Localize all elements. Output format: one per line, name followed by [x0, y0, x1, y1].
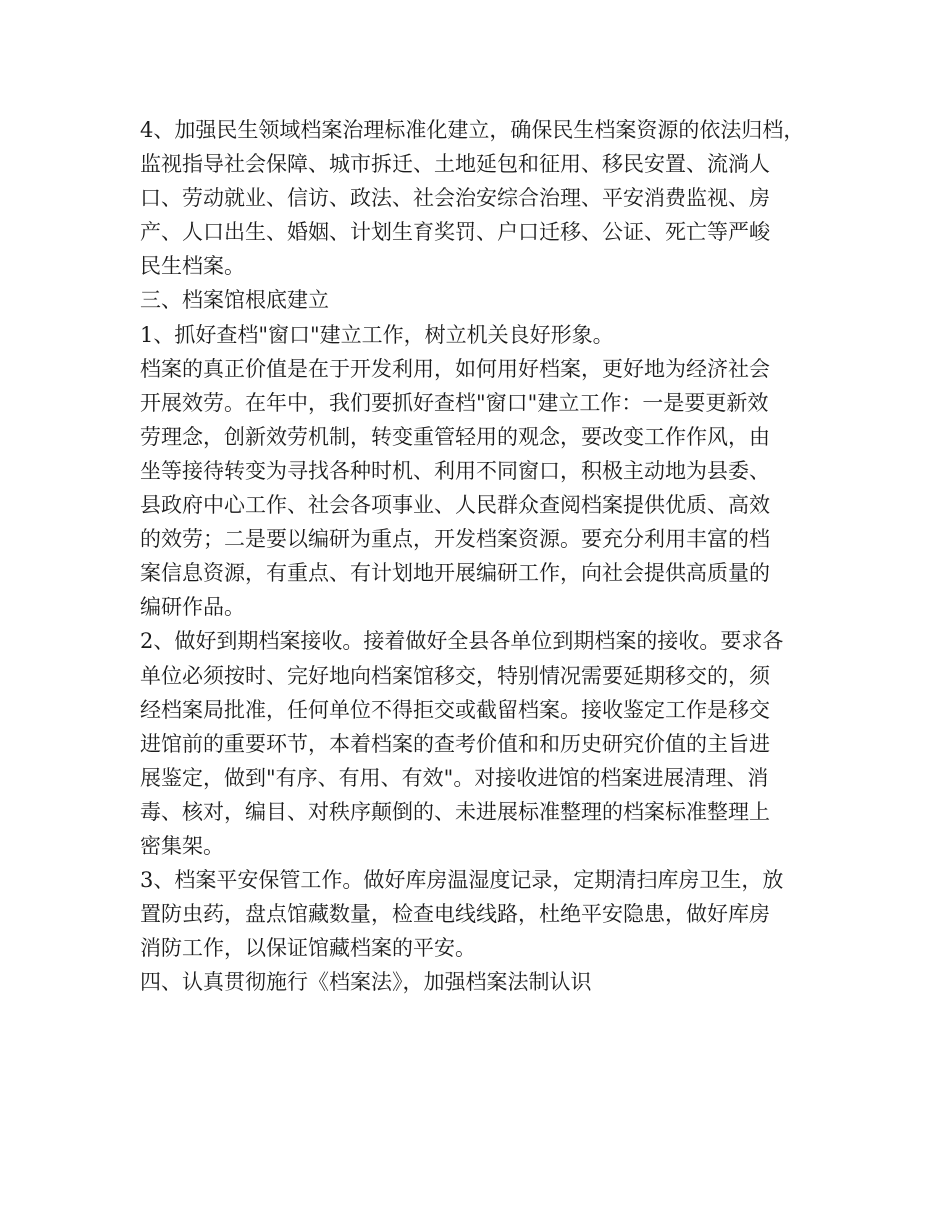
text-line: 密集架。 — [140, 833, 224, 858]
item-heading: 3、档案平安保管工作。做好库房温湿度记录，定期清扫库房卫生，放 — [140, 868, 784, 893]
text-line: 消防工作，以保证馆藏档案的平安。 — [140, 936, 476, 961]
text-line: 单位必须按时、完好地向档案馆移交，特别情况需要延期移交的，须 — [140, 663, 770, 688]
document-body — [140, 113, 830, 999]
text-line: 档案的真正价值是在于开发利用，如何用好档案，更好地为经济社会 — [140, 356, 770, 381]
text-line: 县政府中心工作、社会各项事业、人民群众查阅档案提供优质、高效 — [140, 493, 770, 518]
text-line: 展鉴定，做到"有序、有用、有效"。对接收进馆的档案进展清理、消 — [140, 765, 769, 790]
item-heading: 1、抓好查档"窗口"建立工作，树立机关良好形象。 — [140, 322, 614, 347]
text-line: 开展效劳。在年中，我们要抓好查档"窗口"建立工作：一是要更新效 — [140, 390, 769, 415]
section-heading: 三、档案馆根底建立 — [140, 288, 329, 313]
text-line: 劳理念，创新效劳机制，转变重管轻用的观念，要改变工作作风，由 — [140, 424, 770, 449]
text-line: 案信息资源，有重点、有计划地开展编研工作，向社会提供高质量的 — [140, 561, 770, 586]
text-line: 置防虫药，盘点馆藏数量，检查电线线路，杜绝平安隐患，做好库房 — [140, 902, 770, 927]
text-line: 的效劳；二是要以编研为重点，开发档案资源。要充分利用丰富的档 — [140, 527, 770, 552]
text-line: 经档案局批准，任何单位不得拒交或截留档案。接收鉴定工作是移交 — [140, 697, 770, 722]
text-line: 编研作品。 — [140, 595, 245, 620]
text-line: 4、加强民生领域档案治理标准化建立，确保民生档案资源的依法归档， — [140, 118, 805, 142]
item-heading: 2、做好到期档案接收。接着做好全县各单位到期档案的接收。要求各 — [140, 629, 784, 654]
section-heading: 四、认真贯彻施行《档案法》，加强档案法制认识 — [140, 970, 592, 995]
text-line: 民生档案。 — [140, 254, 245, 279]
text-line: 坐等接待转变为寻找各种时机、利用不同窗口，积极主动地为县委、 — [140, 458, 770, 483]
text-line: 进馆前的重要环节，本着档案的查考价值和和历史研究价值的主旨进 — [140, 731, 770, 756]
text-line: 产、人口出生、婚姻、计划生育奖罚、户口迁移、公证、死亡等严峻 — [140, 220, 770, 245]
text-line: 监视指导社会保障、城市拆迁、土地延包和征用、移民安置、流淌人 — [140, 152, 770, 177]
text-line: 口、劳动就业、信访、政法、社会治安综合治理、平安消费监视、房 — [140, 186, 770, 211]
text-line: 毒、核对，编目、对秩序颠倒的、未进展标准整理的档案标准整理上 — [140, 799, 770, 824]
